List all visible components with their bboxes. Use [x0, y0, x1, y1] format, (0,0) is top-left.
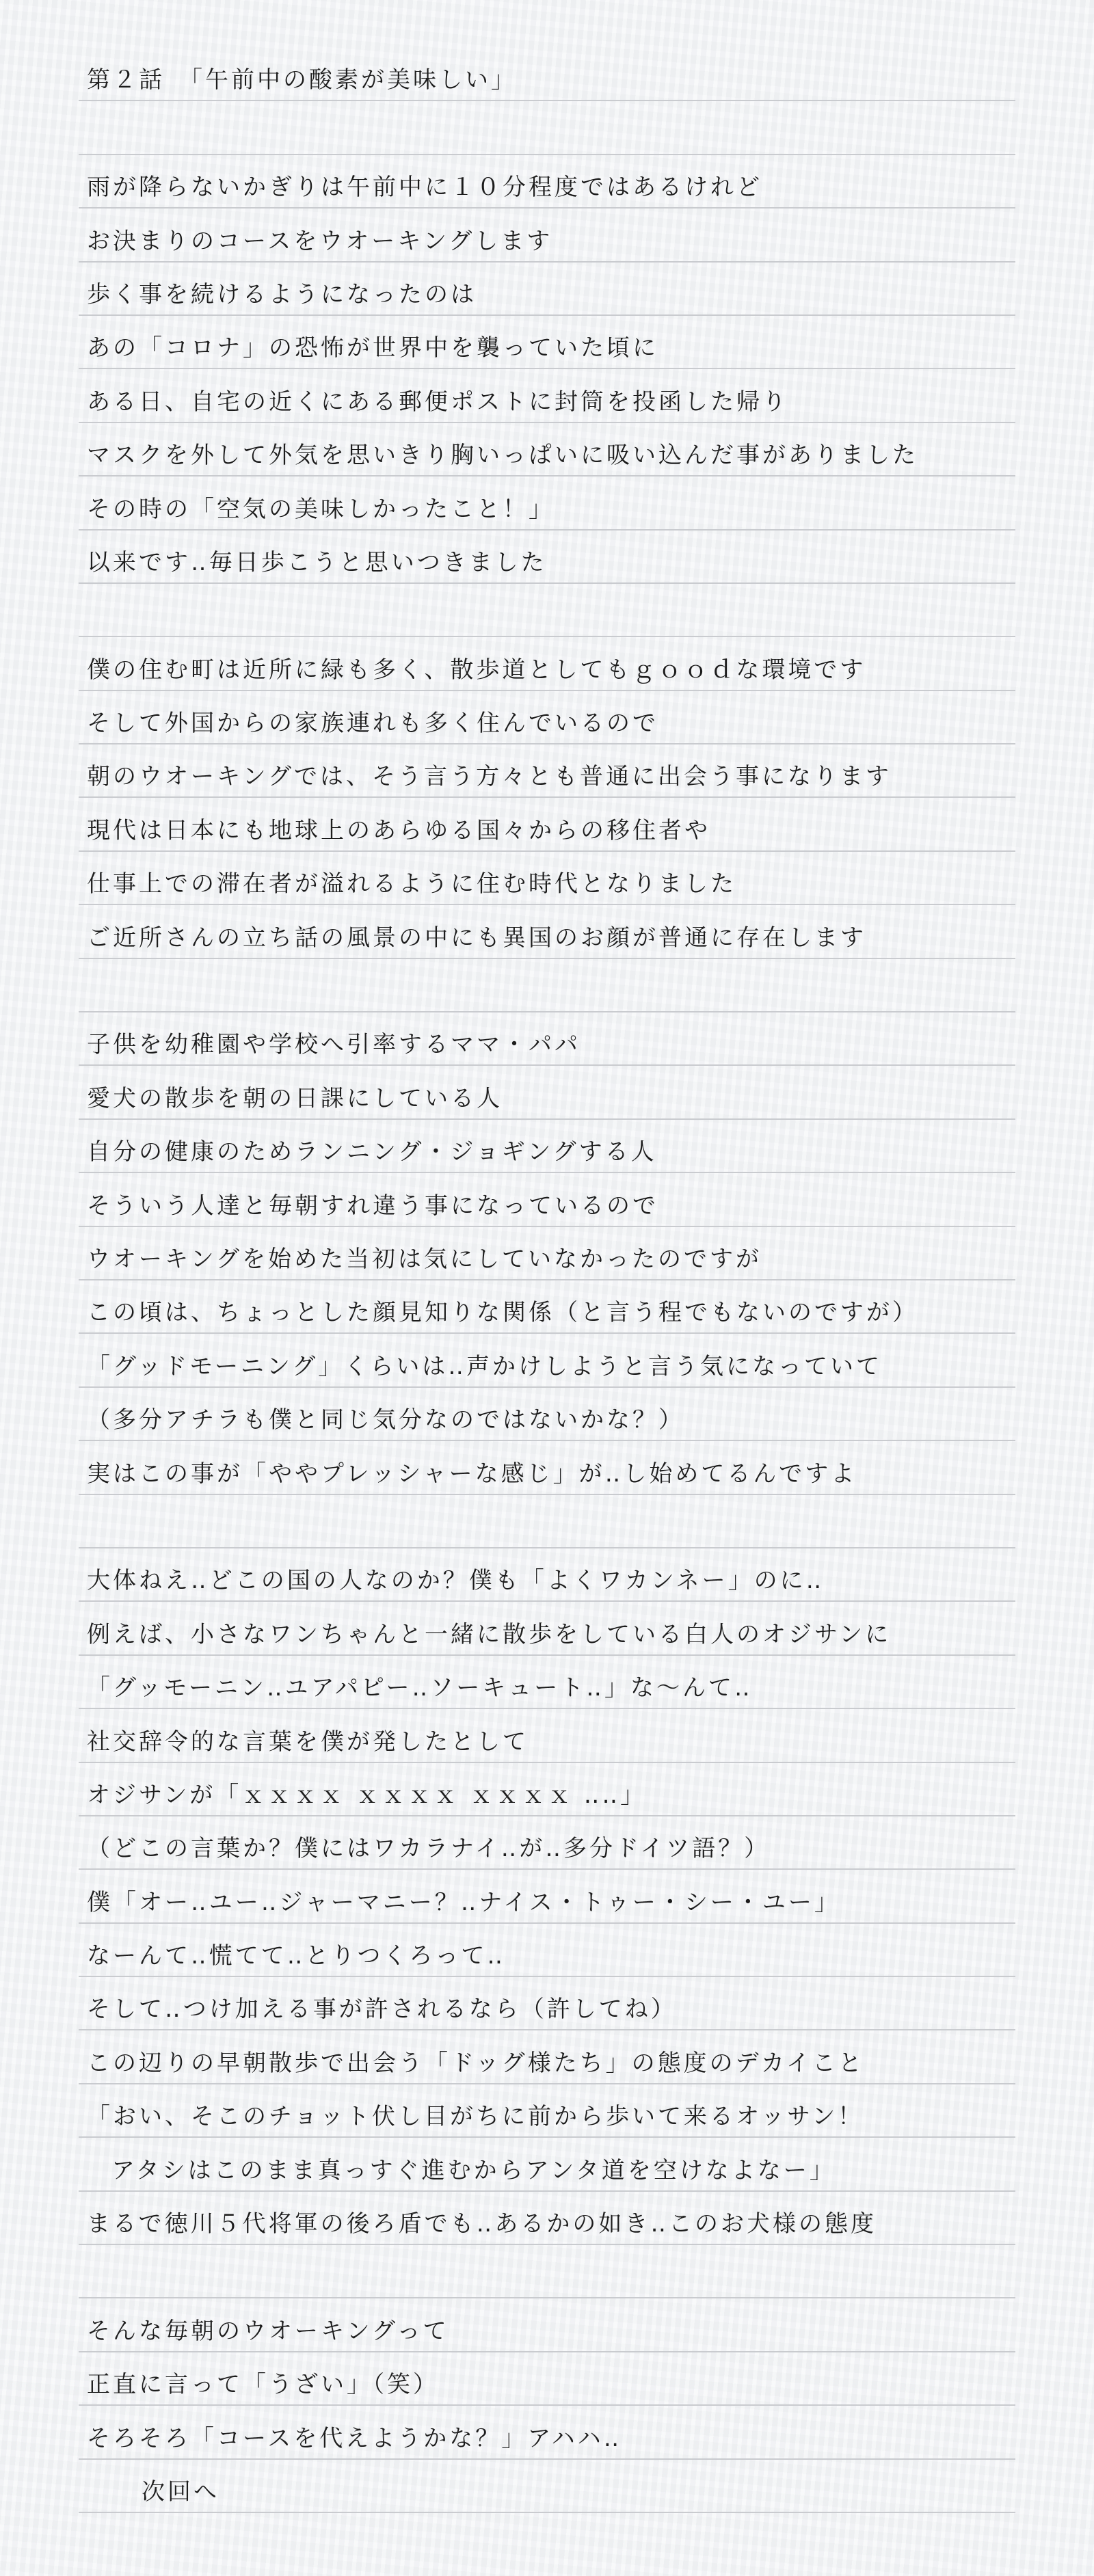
line-text: なーんて‥慌てて‥とりつくろって‥: [87, 1942, 506, 1970]
text-line: [79, 155, 1015, 209]
line-text: 例えば、小さなワンちゃんと一緒に散歩をしている白人のオジサンに: [87, 1620, 892, 1648]
line-text: 正直に言って「うざい」（笑）: [87, 2371, 439, 2399]
text-line: [79, 1227, 1015, 1280]
text-line: [79, 798, 1015, 851]
page-title: 第２話 「午前中の酸素が美味しい」: [87, 66, 517, 94]
line-text: 雨が降らないかぎりは午前中に１０分程度ではあるけれど: [87, 174, 762, 202]
line-text: 仕事上での滞在者が溢れるように住む時代となりました: [87, 870, 736, 898]
text-line: [79, 691, 1015, 744]
text-line: [79, 2084, 1015, 2138]
line-text: マスクを外して外気を思いきり胸いっぱいに吸い込んだ事がありました: [87, 442, 918, 470]
line-text: オジサンが「ｘｘｘｘ ｘｘｘｘ ｘｘｘｘ ‥‥」: [87, 1781, 647, 1809]
line-text: 大体ねえ‥どこの国の人なのか？僕も「よくワカンネー」のに‥: [87, 1567, 825, 1595]
text-line: [79, 1924, 1015, 1977]
line-text: 実はこの事が「ややプレッシャーな感じ」が‥し始めてるんですよ: [87, 1460, 857, 1488]
line-text: 僕「オー‥ユー‥ジャーマニー？‥ナイス・トゥー・シー・ユー」: [87, 1888, 840, 1916]
text-line: [79, 2192, 1015, 2245]
line-text: （多分アチラも僕と同じ気分なのではないかな？）: [87, 1406, 684, 1434]
line-text: 現代は日本にも地球上のあらゆる国々からの移住者や: [87, 816, 710, 844]
line-text: そして‥つけ加える事が許されるなら（許してね）: [87, 1996, 677, 2024]
text-line: [79, 1763, 1015, 1816]
line-text: 朝のウオーキングでは、そう言う方々とも普通に出会う事になります: [87, 763, 892, 791]
line-text: 次回へ: [142, 2478, 219, 2506]
text-line: [79, 423, 1015, 477]
text-line: [79, 1012, 1015, 1066]
line-text: あの「コロナ」の恐怖が世界中を襲っていた頃に: [87, 334, 658, 362]
text-line: [79, 369, 1015, 422]
line-text: （どこの言葉か？僕にはワカラナイ‥が‥多分ドイツ語？）: [87, 1835, 771, 1863]
blank-line: [79, 1495, 1015, 1548]
text-line: [79, 1441, 1015, 1494]
text-line: [79, 1173, 1015, 1226]
text-line: [79, 2352, 1015, 2406]
text-line: [79, 477, 1015, 530]
blank-line: [79, 2245, 1015, 2298]
line-text: 以来です‥毎日歩こうと思いつきました: [87, 548, 547, 576]
text-line: [79, 2406, 1015, 2459]
text-line: [79, 1656, 1015, 1709]
title-row: [79, 48, 1015, 101]
text-line: [79, 1066, 1015, 1119]
text-line: [79, 905, 1015, 958]
text-line: [79, 1977, 1015, 2030]
text-line: [79, 316, 1015, 369]
text-line: [79, 1334, 1015, 1387]
text-line: [79, 852, 1015, 905]
line-text: 社交辞令的な言葉を僕が発したとして: [87, 1728, 529, 1756]
lined-sheet: [79, 48, 1015, 2513]
line-text: そんな毎朝のウオーキングって: [87, 2317, 449, 2345]
line-text: まるで徳川５代将軍の後ろ盾でも‥あるかの如き‥このお犬様の態度: [87, 2210, 877, 2238]
text-line: [79, 1816, 1015, 1870]
line-text: 歩く事を続けるようになったのは: [87, 280, 477, 308]
line-text: 僕の住む町は近所に緑も多く、散歩道としてもｇｏｏｄな環境です: [87, 656, 866, 684]
blank-line: [79, 101, 1015, 155]
text-line: [79, 1120, 1015, 1173]
text-line: [79, 2298, 1015, 2352]
line-text: アタシはこのまま真っすぐ進むからアンタ道を空けなよなー」: [111, 2156, 836, 2184]
line-text: 「おい、そこのチョット伏し目がちに前から歩いて来るオッサン！: [87, 2103, 864, 2131]
line-text: ご近所さんの立ち話の風景の中にも異国のお顔が普通に存在します: [87, 924, 866, 952]
text-line: [79, 637, 1015, 690]
line-text: 自分の健康のためランニング・ジョギングする人: [87, 1138, 657, 1166]
line-text: 愛犬の散歩を朝の日課にしている人: [87, 1084, 503, 1112]
text-line: [79, 209, 1015, 262]
line-text: 子供を幼稚園や学校へ引率するママ・パパ: [87, 1031, 581, 1059]
text-lines: [79, 101, 1015, 2513]
text-line: [79, 744, 1015, 798]
text-line: [79, 1388, 1015, 1441]
line-text: そういう人達と毎朝すれ違う事になっているので: [87, 1192, 658, 1220]
line-text: ウオーキングを始めた当初は気にしていなかったのですが: [87, 1245, 762, 1273]
text-line: [79, 1280, 1015, 1334]
line-text: 「グッモーニン‥ユアパピー‥ソーキュート‥」な～んて‥: [87, 1674, 753, 1702]
line-text: この頃は、ちょっとした顔見知りな関係（と言う程でもないのですが）: [87, 1299, 918, 1327]
text-line: [79, 1548, 1015, 1602]
text-line: [79, 1602, 1015, 1655]
text-line: [79, 1870, 1015, 1923]
line-text: 「グッドモーニング」くらいは‥声かけしようと言う気になっていて: [87, 1352, 882, 1380]
text-line: [79, 2138, 1015, 2191]
line-text: その時の「空気の美味しかったこと！」: [87, 495, 555, 523]
text-line: [79, 2030, 1015, 2084]
text-line: [79, 2460, 1015, 2513]
text-line: [79, 1709, 1015, 1762]
text-line: [79, 531, 1015, 584]
line-text: そして外国からの家族連れも多く住んでいるので: [87, 710, 658, 738]
line-text: そろそろ「コースを代えようかな？」アハハ‥: [87, 2424, 622, 2452]
blank-line: [79, 959, 1015, 1012]
line-text: お決まりのコースをウオーキングします: [87, 227, 553, 255]
text-line: [79, 263, 1015, 316]
blank-line: [79, 584, 1015, 637]
line-text: ある日、自宅の近くにある郵便ポストに封筒を投函した帰り: [87, 388, 788, 416]
line-text: この辺りの早朝散歩で出会う「ドッグ様たち」の態度のデカイこと: [87, 2049, 864, 2077]
